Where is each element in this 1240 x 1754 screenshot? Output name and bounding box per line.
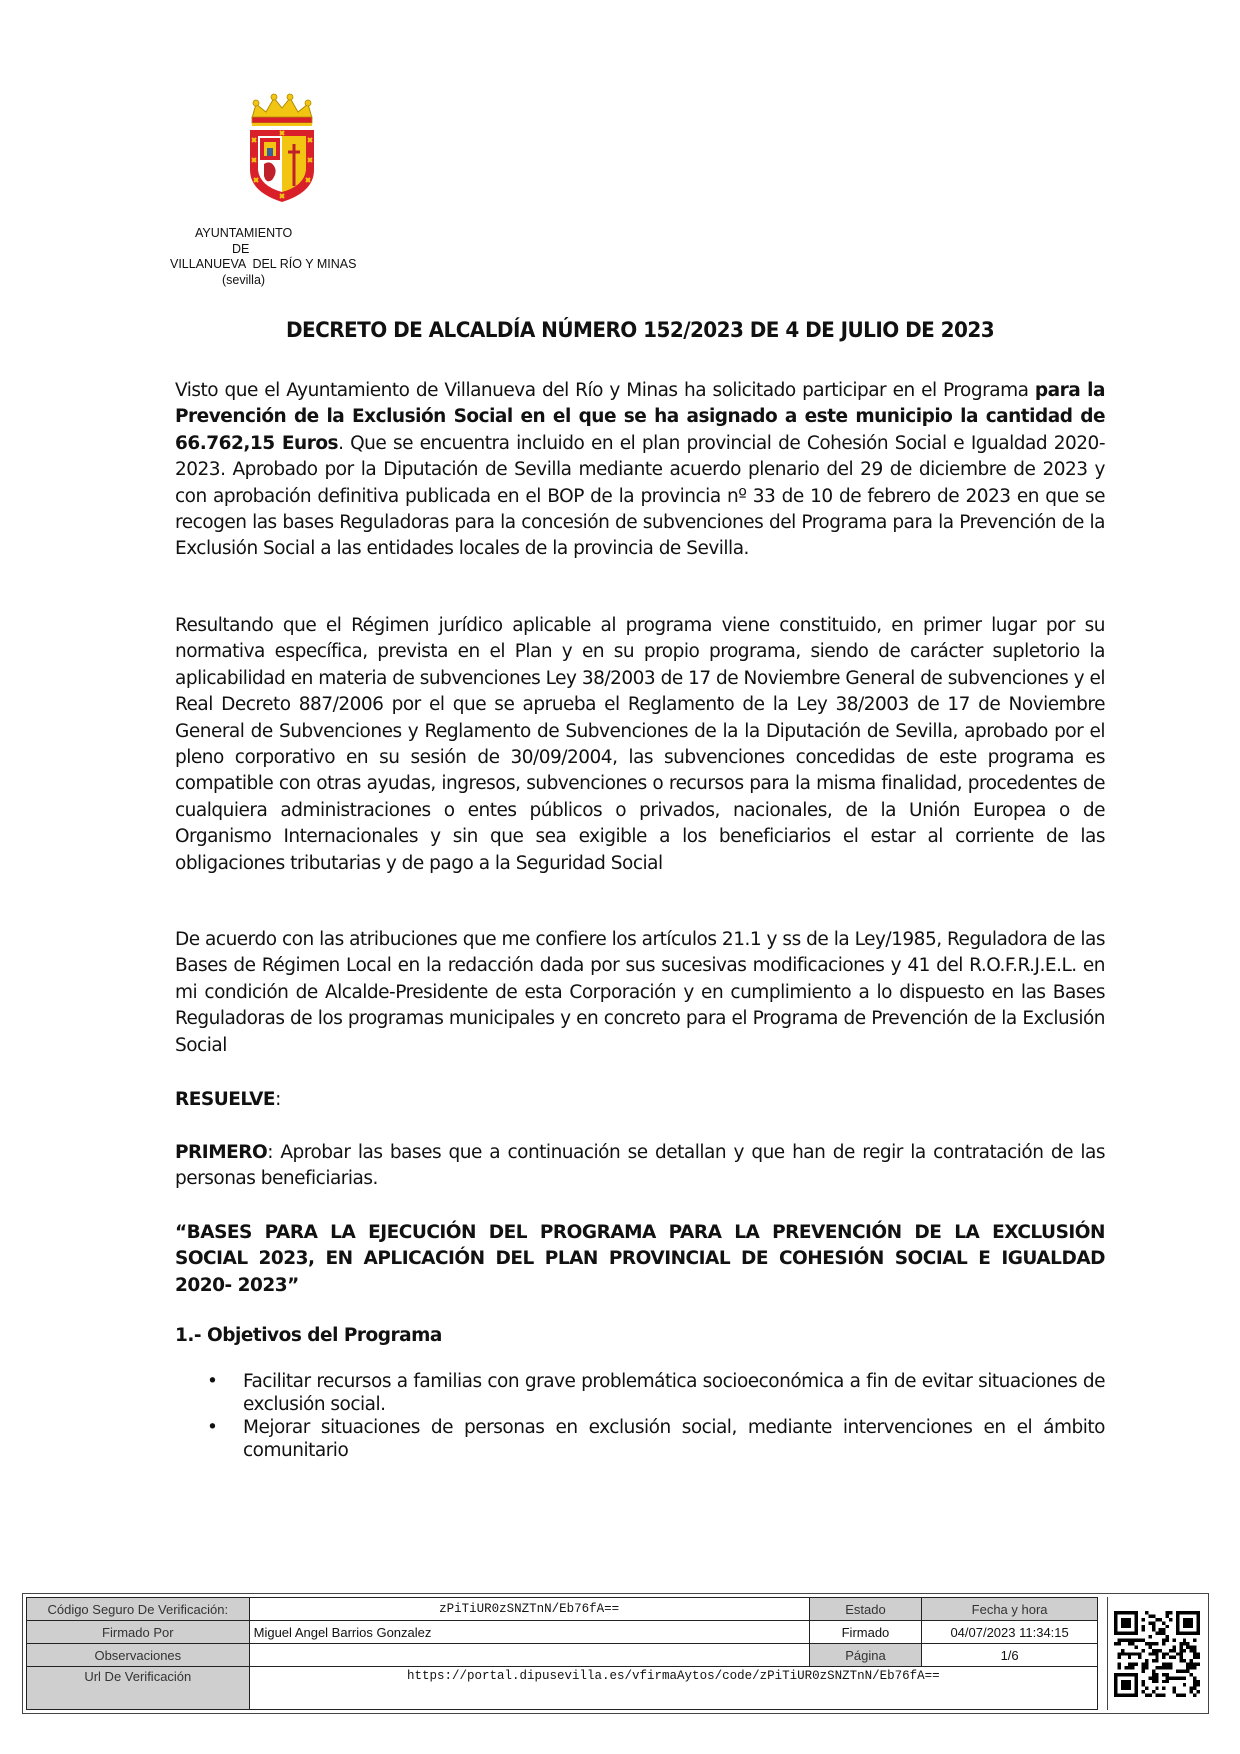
objectives-list [205, 1370, 1105, 1462]
csv-label: Código Seguro De Verificación: [27, 1598, 250, 1621]
p2-text: Resultando que el Régimen jurídico aplicable al programa viene constituido, en primer lugar por su normativa específica, prevista en el Plan y en su propio programa, siendo de carácter supletorio la aplicabilidad en materia de subvenciones Ley 38/2003 de 17 de Noviembre General de subvenciones y el Real Decreto 887/2006 por el que se aprueba el Reglamento de la Ley 38/2003 de 17 de Noviembre General de Subvenciones y Reglamento de Subvenciones de la la Diputación de Sevilla, aprobado por el pleno corporativo en su sesión de 30/09/2004, las subvenciones concedidas de este programa es compatible con otras ayudas, ingresos, subvenciones o recursos para la misma finalidad, procedentes de cualquiera administraciones o entes públicos o privados, nacionales, de la Unión Europea o de Organismo Internacionales y sin que sea exigible a los beneficiarios el estar al corriente de las obligaciones tributarias y de pago a la Seguridad Social [175, 615, 1105, 874]
bullet-icon: • [207, 1417, 218, 1438]
resuelve-colon: : [275, 1089, 281, 1110]
resuelve-label: RESUELVE [175, 1089, 276, 1110]
section-1-heading [175, 1323, 1105, 1349]
paragraph-resultando [175, 613, 1105, 877]
primero-label: PRIMERO [175, 1142, 268, 1163]
org-line-3: VILLANUEVA DEL RÍO Y MINAS [170, 257, 357, 271]
coat-of-arms-icon [242, 92, 322, 204]
decree-title: DECRETO DE ALCALDÍA NÚMERO 152/2023 DE 4 DE JULIO DE 2023 [285, 318, 995, 343]
fecha-value: 04/07/2023 11:34:15 [922, 1621, 1098, 1644]
p1-text-b: . Que se encuentra incluido en el plan provincial de Cohesión Social e Igualdad 2020-2023. Aprobado por la Diputación de Sevilla mediante acuerdo plenario del 29 de diciembre de 2023 y con aprobación definitiva publicada en el BOP de la provincia nº 33 de 10 de febrero de 2023 en que se recogen las bases Reguladoras para la concesión de subvenciones del Programa para la Prevención de la Exclusión Social a las entidades locales de la provincia de Sevilla. [175, 432, 1105, 560]
organization-name [170, 226, 410, 288]
objective-text: Facilitar recursos a familias con grave problemática socioeconómica a fin de evitar situaciones de exclusión social. [243, 1371, 1105, 1415]
url-value[interactable]: https://portal.dipusevilla.es/vfirmaAytos/code/zPiTiUR0zSNZTnN/Eb76fA== [249, 1667, 1097, 1710]
primero-text: : Aprobar las bases que a continuación se detallan y que han de regir la contratación de las personas beneficiarias. [175, 1142, 1105, 1190]
p3-text: De acuerdo con las atribuciones que me confiere los artículos 21.1 y ss de la Ley/1985, Reguladora de las Bases de Régimen Local en la redacción dada por sus sucesivas modificaciones y 41 del R.O.F.R.J.E.L. en mi condición de Alcalde-Presidente de esta Corporación y en cumplimiento a lo dispuesto en las Bases Reguladoras de los programas municipales y en concreto para el Programa de Prevención de la Exclusión Social [175, 929, 1105, 1056]
estado-label: Estado [809, 1598, 921, 1621]
org-line-4: (sevilla) [222, 272, 266, 287]
list-item [205, 1416, 1105, 1462]
objective-text: Mejorar situaciones de personas en exclusión social, mediante intervenciones en el ámbito comunitario [243, 1417, 1105, 1461]
list-item [205, 1370, 1105, 1416]
p1-text-a: Visto que el Ayuntamiento de Villanueva del Río y Minas ha solicitado participar en el Programa [175, 380, 1035, 401]
estado-value: Firmado [809, 1621, 921, 1644]
paragraph-primero [175, 1140, 1105, 1193]
p1-bold: para la Prevención de la Exclusión Social en el que se ha asignado a este municipio la cantidad de 66.762,15 Euros [175, 380, 1105, 454]
paragraph-de-acuerdo [175, 927, 1105, 1059]
paragraph-visto [175, 378, 1105, 563]
observaciones-value [249, 1644, 809, 1667]
signature-footer [22, 1593, 1209, 1714]
firmado-por-label: Firmado Por [27, 1621, 250, 1644]
bases-title [175, 1220, 1105, 1299]
firmado-por-value: Miguel Angel Barrios Gonzalez [249, 1621, 809, 1644]
section-1-text: 1.- Objetivos del Programa [175, 1325, 442, 1346]
verification-table [26, 1597, 1098, 1710]
org-line-1: AYUNTAMIENTO [195, 226, 293, 240]
bullet-icon: • [207, 1371, 218, 1392]
pagina-value: 1/6 [922, 1644, 1098, 1667]
resuelve-heading [175, 1087, 1105, 1113]
url-label: Url De Verificación [27, 1667, 250, 1710]
observaciones-label: Observaciones [27, 1644, 250, 1667]
pagina-label: Página [809, 1644, 921, 1667]
org-line-2: DE [232, 241, 250, 256]
qr-code-icon [1107, 1597, 1206, 1710]
fecha-label: Fecha y hora [922, 1598, 1098, 1621]
csv-value: zPiTiUR0zSNZTnN/Eb76fA== [249, 1598, 809, 1621]
bases-title-text: “BASES PARA LA EJECUCIÓN DEL PROGRAMA PARA LA PREVENCIÓN DE LA EXCLUSIÓN SOCIAL 2023, EN APLICACIÓN DEL PLAN PROVINCIAL DE COHESIÓN SOCIAL E IGUALDAD 2020- 2023” [175, 1222, 1105, 1296]
